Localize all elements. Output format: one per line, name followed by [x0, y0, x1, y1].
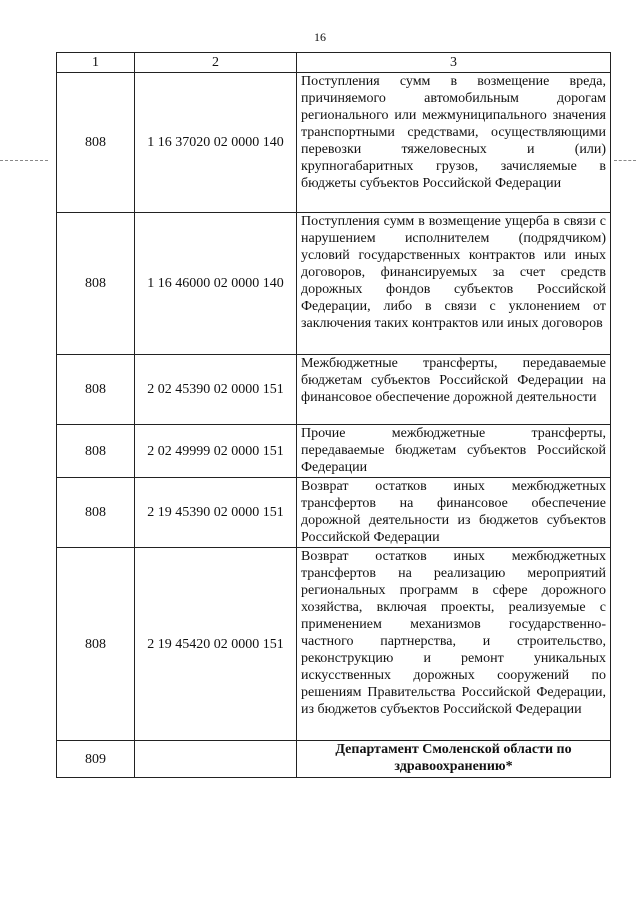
admin-code-cell: 808 — [57, 355, 135, 425]
admin-code-cell: 808 — [57, 73, 135, 213]
column-header: 3 — [297, 53, 611, 73]
description-cell: Поступления сумм в возмещение ущерба в связи с нарушением исполнителем (подрядчиком) условий государственных контрактов или иных договоров, финансируемых за счет средств дорожных фондов субъектов Российской Федерации, либо в связи с уклонением от заключения таких контрактов или иных договоров — [297, 213, 611, 355]
table-row — [57, 73, 611, 213]
description-cell: Прочие межбюджетные трансферты, передаваемые бюджетам субъектов Российской Федерации — [297, 425, 611, 478]
description-cell: Поступления сумм в возмещение вреда, причиняемого автомобильным дорогам регионального или межмуниципального значения транспортными средствами, осуществляющими перевозки тяжеловесных и (или) крупногабаритных грузов, зачисляемые в бюджеты субъектов Российской Федерации — [297, 73, 611, 213]
table-row — [57, 741, 611, 778]
scan-artifact-right — [614, 160, 636, 162]
description-cell: Межбюджетные трансферты, передаваемые бюджетам субъектов Российской Федерации на финансовое обеспечение дорожной деятельности — [297, 355, 611, 425]
column-header: 2 — [135, 53, 297, 73]
budget-code-cell — [135, 741, 297, 778]
table-row — [57, 548, 611, 741]
admin-code-cell: 808 — [57, 478, 135, 548]
admin-code-cell: 808 — [57, 548, 135, 741]
admin-code-cell: 808 — [57, 425, 135, 478]
admin-code-cell: 808 — [57, 213, 135, 355]
department-heading-cell: Департамент Смоленской области по здравоохранению* — [297, 741, 611, 778]
budget-code-cell: 2 19 45420 02 0000 151 — [135, 548, 297, 741]
table-row — [57, 355, 611, 425]
table-row — [57, 478, 611, 548]
column-header: 1 — [57, 53, 135, 73]
budget-code-cell: 2 02 45390 02 0000 151 — [135, 355, 297, 425]
table-header-row — [57, 53, 611, 73]
budget-codes-table — [56, 52, 611, 778]
description-cell: Возврат остатков иных межбюджетных трансфертов на финансовое обеспечение дорожной деятельности из бюджетов субъектов Российской Федерации — [297, 478, 611, 548]
budget-code-cell: 2 19 45390 02 0000 151 — [135, 478, 297, 548]
budget-code-cell: 1 16 46000 02 0000 140 — [135, 213, 297, 355]
budget-code-cell: 1 16 37020 02 0000 140 — [135, 73, 297, 213]
table-row — [57, 213, 611, 355]
table-row — [57, 425, 611, 478]
budget-code-cell: 2 02 49999 02 0000 151 — [135, 425, 297, 478]
page-number: 16 — [314, 30, 326, 44]
admin-code-cell: 809 — [57, 741, 135, 778]
description-cell: Возврат остатков иных межбюджетных трансфертов на реализацию мероприятий региональных программ в сфере дорожного хозяйства, включая проекты, реализуемые с применением механизмов государственно-частного партнерства, и строительство, реконструкцию и ремонт уникальных искусственных дорожных сооружений по решениям Правительства Российской Федерации, из бюджетов субъектов Российской Федерации — [297, 548, 611, 741]
scan-artifact-left — [0, 160, 48, 162]
